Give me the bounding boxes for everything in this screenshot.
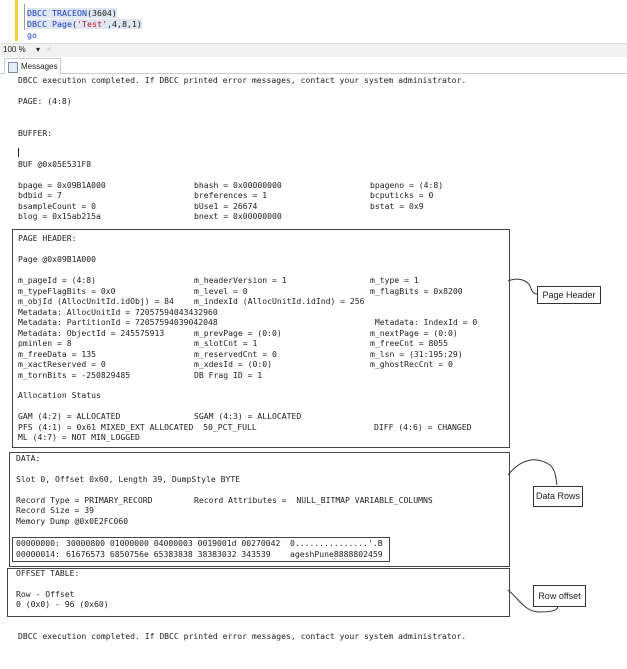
field-value: m_freeCnt = 8055 <box>370 338 448 348</box>
field-value: Metadata: ObjectId = 245575913 <box>18 327 165 338</box>
field-value: m_typeFlagBits = 0x0 <box>18 285 116 296</box>
field-value: m_flagBits = 0x8200 <box>370 285 463 296</box>
field-value: m_headerVersion = 1 <box>194 275 287 285</box>
field-value: DIFF (4:6) = CHANGED <box>374 421 472 432</box>
field-value: bpage = 0x09B1A000 <box>18 180 106 190</box>
page-header-title: PAGE HEADER: <box>18 233 77 243</box>
field-value: m_prevPage = (0:0) <box>194 327 282 338</box>
record-attributes: Record Attributes = NULL_BITMAP VARIABLE_COLUMNS <box>194 495 433 505</box>
offset-table-header: Row - Offset <box>16 589 75 599</box>
field-value: bUse1 = 26674 <box>194 200 258 211</box>
string-literal: 'Test' <box>76 19 107 29</box>
keyword: DBCC <box>27 19 47 29</box>
field-value: m_xactReserved = 0 <box>18 359 106 369</box>
page-header-annotation: Page Header <box>537 286 601 304</box>
field-value: m_freeData = 135 <box>18 348 96 359</box>
field-value: m_nextPage = (0:0) <box>370 327 458 338</box>
dump-ascii: ageshPune8888802459 <box>290 548 383 559</box>
slot-info: Slot 0, Offset 0x60, Length 39, DumpStyle BYTE <box>16 474 241 484</box>
field-value: bdbid = 7 <box>18 190 62 201</box>
page-id: PAGE: (4:8) <box>18 96 72 106</box>
completion-message-end: DBCC execution completed. If DBCC printed error messages, contact your system administrator. <box>18 631 467 641</box>
field-value: SGAM (4:3) = ALLOCATED <box>194 411 302 421</box>
data-rows-annotation: Data Rows <box>533 486 583 507</box>
buffer-heading: BUFFER: <box>18 128 53 138</box>
field-value: Metadata: IndexId = 0 <box>370 317 478 327</box>
dump-hex: 61676573 6850756e 65383838 38383032 343539 <box>66 548 271 559</box>
field-value: bhash = 0x00000000 <box>194 180 282 190</box>
arguments: ,4,8,1) <box>106 19 142 29</box>
paren: ( <box>71 19 77 29</box>
arguments: (3604) <box>86 8 117 18</box>
field-value: pminlen = 8 <box>18 338 72 348</box>
field-value: m_xdesId = (0:0) <box>194 359 272 369</box>
dump-addr: 00000000: <box>16 538 60 548</box>
record-type: Record Type = PRIMARY_RECORD <box>16 495 153 505</box>
field-value: m_indexId (AllocUnitId.idInd) = 256 <box>194 296 365 306</box>
field-value: bpageno = (4:8) <box>370 180 444 190</box>
field-value: bstat = 0x9 <box>370 200 424 211</box>
page-header-connector <box>508 279 537 294</box>
field-value: Metadata: AllocUnitId = 72057594043432960 <box>18 306 218 317</box>
field-value: blog = 0x15ab215a <box>18 211 101 222</box>
offset-table-title: OFFSET TABLE: <box>16 568 80 578</box>
page-address: Page @0x09B1A000 <box>18 254 96 264</box>
buf-address: BUF @0x05E531F8 <box>18 159 92 169</box>
field-value: m_objId (AllocUnitId.idObj) = 84 <box>18 296 174 306</box>
field-value: PFS (4:1) = 0x61 MIXED_EXT ALLOCATED 50_PCT_FULL <box>18 421 257 432</box>
field-value: Metadata: PartitionId = 72057594039042048 <box>18 317 218 327</box>
field-value: m_slotCnt = 1 <box>194 338 258 348</box>
field-value: m_tornBits = -250829485 <box>18 369 131 380</box>
scroll-left-icon[interactable]: < <box>47 45 52 54</box>
field-value: bcputicks = 0 <box>370 190 434 201</box>
dump-hex: 30000800 01000000 04000003 0019001d 00270042 <box>66 538 281 548</box>
field-value: bsampleCount = 0 <box>18 200 96 211</box>
tab-label: Messages <box>21 62 58 71</box>
field-value: bnext = 0x00000000 <box>194 211 282 222</box>
function-name: TRACEON <box>51 8 87 18</box>
field-value: ML (4:7) = NOT MIN_LOGGED <box>18 432 140 442</box>
field-value: GAM (4:2) = ALLOCATED <box>18 411 121 421</box>
row-offset-annotation: Row offset <box>533 585 586 607</box>
zoom-level[interactable]: 100 % <box>3 45 26 54</box>
data-title: DATA: <box>16 453 41 463</box>
offset-table-row: 0 (0x0) - 96 (0x60) <box>16 599 109 609</box>
allocation-status-title: Allocation Status <box>18 390 101 400</box>
data-rows-connector <box>508 460 557 485</box>
field-value: m_lsn = (31:195:29) <box>370 348 463 359</box>
field-value: DB Frag ID = 1 <box>194 369 263 380</box>
dump-ascii: 0...............'.B <box>290 538 383 548</box>
keyword: DBCC <box>27 8 47 18</box>
field-value: m_type = 1 <box>370 275 419 285</box>
chevron-down-icon[interactable]: ▾ <box>36 45 41 54</box>
function-name: Page <box>51 19 72 29</box>
field-value: m_reservedCnt = 0 <box>194 348 277 359</box>
record-size: Record Size = 39 <box>16 505 94 515</box>
code-line-3[interactable]: go <box>27 30 37 40</box>
memory-dump-address: Memory Dump @0x0E2FC060 <box>16 516 129 526</box>
field-value: breferences = 1 <box>194 190 268 201</box>
field-value: m_ghostRecCnt = 0 <box>370 359 453 369</box>
dump-addr: 00000014: <box>16 548 60 559</box>
completion-message: DBCC execution completed. If DBCC printed error messages, contact your system administrator. <box>18 75 467 85</box>
field-value: m_level = 0 <box>194 285 248 296</box>
field-value: m_pageId = (4:8) <box>18 275 96 285</box>
